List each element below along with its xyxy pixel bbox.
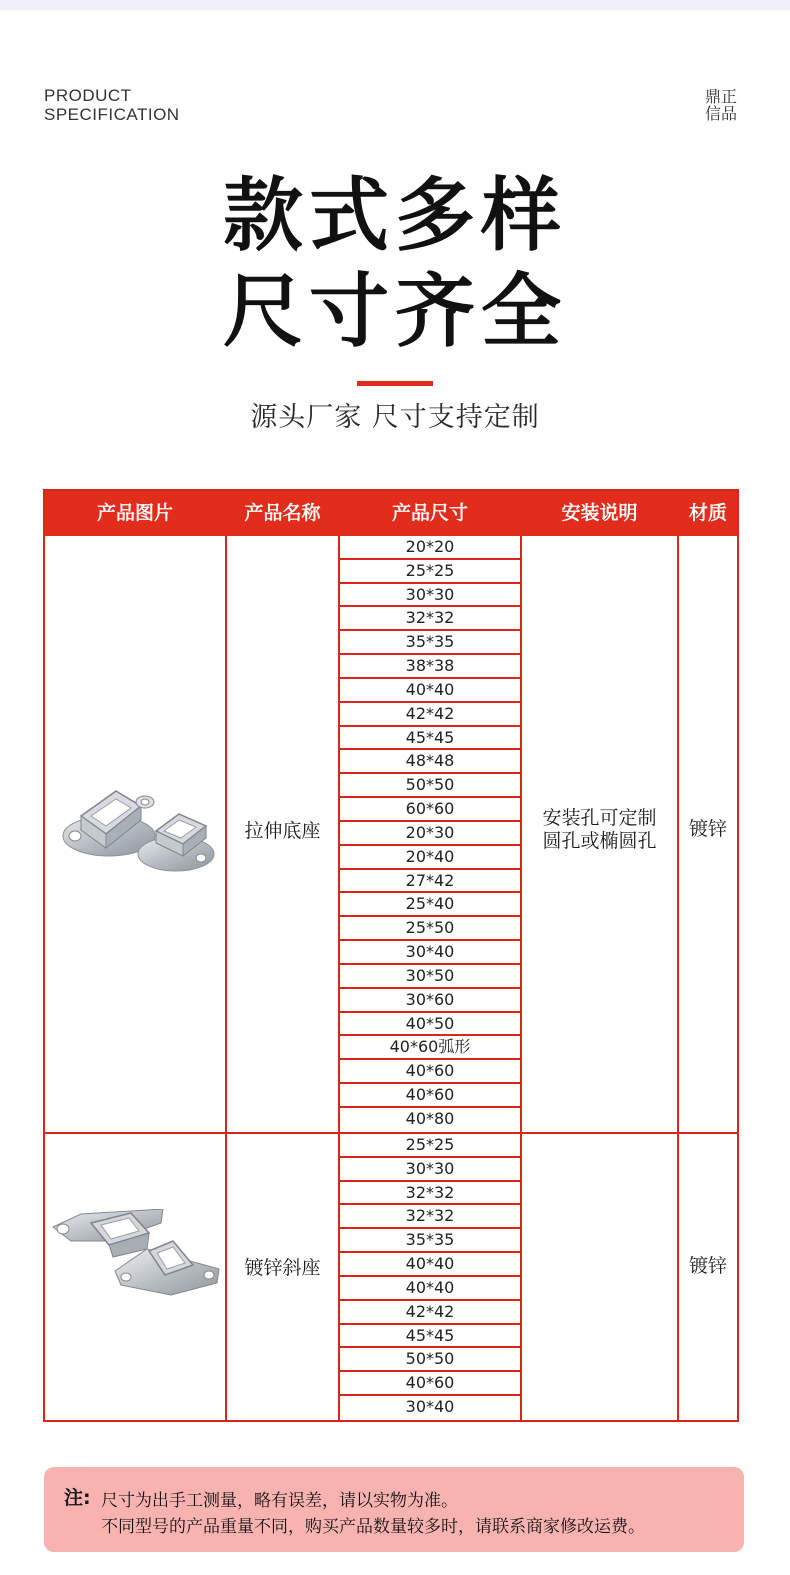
size-cell: 27*42 (340, 870, 520, 894)
size-cell: 30*40 (405, 1397, 455, 1417)
size-cell: 25*25 (340, 1134, 520, 1158)
size-cell: 50*50 (340, 1348, 520, 1372)
size-cell: 30*50 (340, 965, 520, 989)
header-product-name: 产品名称 (244, 502, 321, 524)
size-cell: 60*60 (340, 798, 520, 822)
size-cell: 40*40 (340, 1253, 520, 1277)
size-cell: 20*30 (340, 822, 520, 846)
size-cell: 48*48 (340, 750, 520, 774)
size-cell: 35*35 (340, 1229, 520, 1253)
size-cell: 30*60 (340, 989, 520, 1013)
size-cell: 40*40 (340, 1277, 520, 1301)
headline-line-1: 款式多样 (223, 169, 567, 262)
column-divider (225, 536, 227, 1422)
note-box (44, 1467, 744, 1552)
product-specification-label (44, 86, 180, 124)
size-cell: 35*35 (340, 631, 520, 655)
table-header (45, 491, 737, 536)
brand-line-2: 信品 (705, 104, 738, 123)
column-divider (520, 536, 522, 1422)
subtitle: 源头厂家 尺寸支持定制 (250, 402, 540, 433)
accent-divider (357, 381, 433, 386)
header-material: 材质 (688, 502, 727, 524)
size-cell: 25*50 (340, 917, 520, 941)
install-note-line-1: 安装孔可定制 (542, 807, 657, 829)
size-cell: 30*30 (340, 1158, 520, 1182)
material-stretch-base: 镀锌 (688, 818, 727, 840)
size-cell: 40*60弧形 (340, 1036, 520, 1060)
install-note-line-2: 圆孔或椭圆孔 (542, 830, 657, 852)
size-cell: 50*50 (340, 774, 520, 798)
spec-line-2: SPECIFICATION (44, 105, 180, 124)
size-cell: 30*40 (340, 941, 520, 965)
size-cell: 32*32 (340, 1182, 520, 1206)
material-slant-base: 镀锌 (688, 1255, 727, 1277)
size-cell: 40*60 (340, 1060, 520, 1084)
header-install-note: 安装说明 (561, 502, 638, 524)
note-line-1: 尺寸为出手工测量，略有误差，请以实物为准。 (101, 1491, 458, 1511)
size-cell: 40*40 (340, 679, 520, 703)
brand-line-1: 鼎正 (705, 87, 738, 106)
stretch-base-bracket-image (61, 786, 216, 886)
size-cell: 38*38 (340, 655, 520, 679)
brand-mark (705, 88, 737, 122)
spec-line-1: PRODUCT (44, 86, 132, 105)
size-cell: 42*42 (340, 1301, 520, 1325)
header-product-size: 产品尺寸 (391, 502, 468, 524)
size-cell: 45*45 (340, 1325, 520, 1349)
install-note (522, 807, 677, 853)
note-label: 注: (64, 1487, 91, 1509)
top-strip (0, 0, 790, 10)
size-list-slant-base (340, 1134, 520, 1420)
spec-table (43, 489, 739, 1422)
size-cell: 25*40 (340, 893, 520, 917)
galvanized-slant-base-bracket-image (51, 1209, 221, 1319)
size-cell: 42*42 (340, 703, 520, 727)
product-name-stretch-base: 拉伸底座 (244, 820, 321, 842)
product-name-slant-base: 镀锌斜座 (244, 1257, 321, 1279)
size-cell: 32*32 (340, 1205, 520, 1229)
headline-line-2: 尺寸齐全 (223, 265, 567, 358)
header-product-image: 产品图片 (96, 502, 173, 524)
size-cell: 20*40 (340, 846, 520, 870)
size-cell: 45*45 (340, 727, 520, 751)
size-cell: 32*32 (340, 607, 520, 631)
size-cell: 30*30 (340, 584, 520, 608)
size-cell: 40*80 (405, 1108, 455, 1128)
size-list-stretch-base (340, 536, 520, 1132)
column-divider (677, 536, 679, 1422)
note-line-2: 不同型号的产品重量不同，购买产品数量较多时，请联系商家修改运费。 (101, 1517, 645, 1537)
size-cell: 25*25 (340, 560, 520, 584)
size-cell: 40*60 (340, 1084, 520, 1108)
size-cell: 40*60 (340, 1372, 520, 1396)
size-cell: 40*50 (340, 1013, 520, 1037)
size-cell: 20*20 (340, 536, 520, 560)
